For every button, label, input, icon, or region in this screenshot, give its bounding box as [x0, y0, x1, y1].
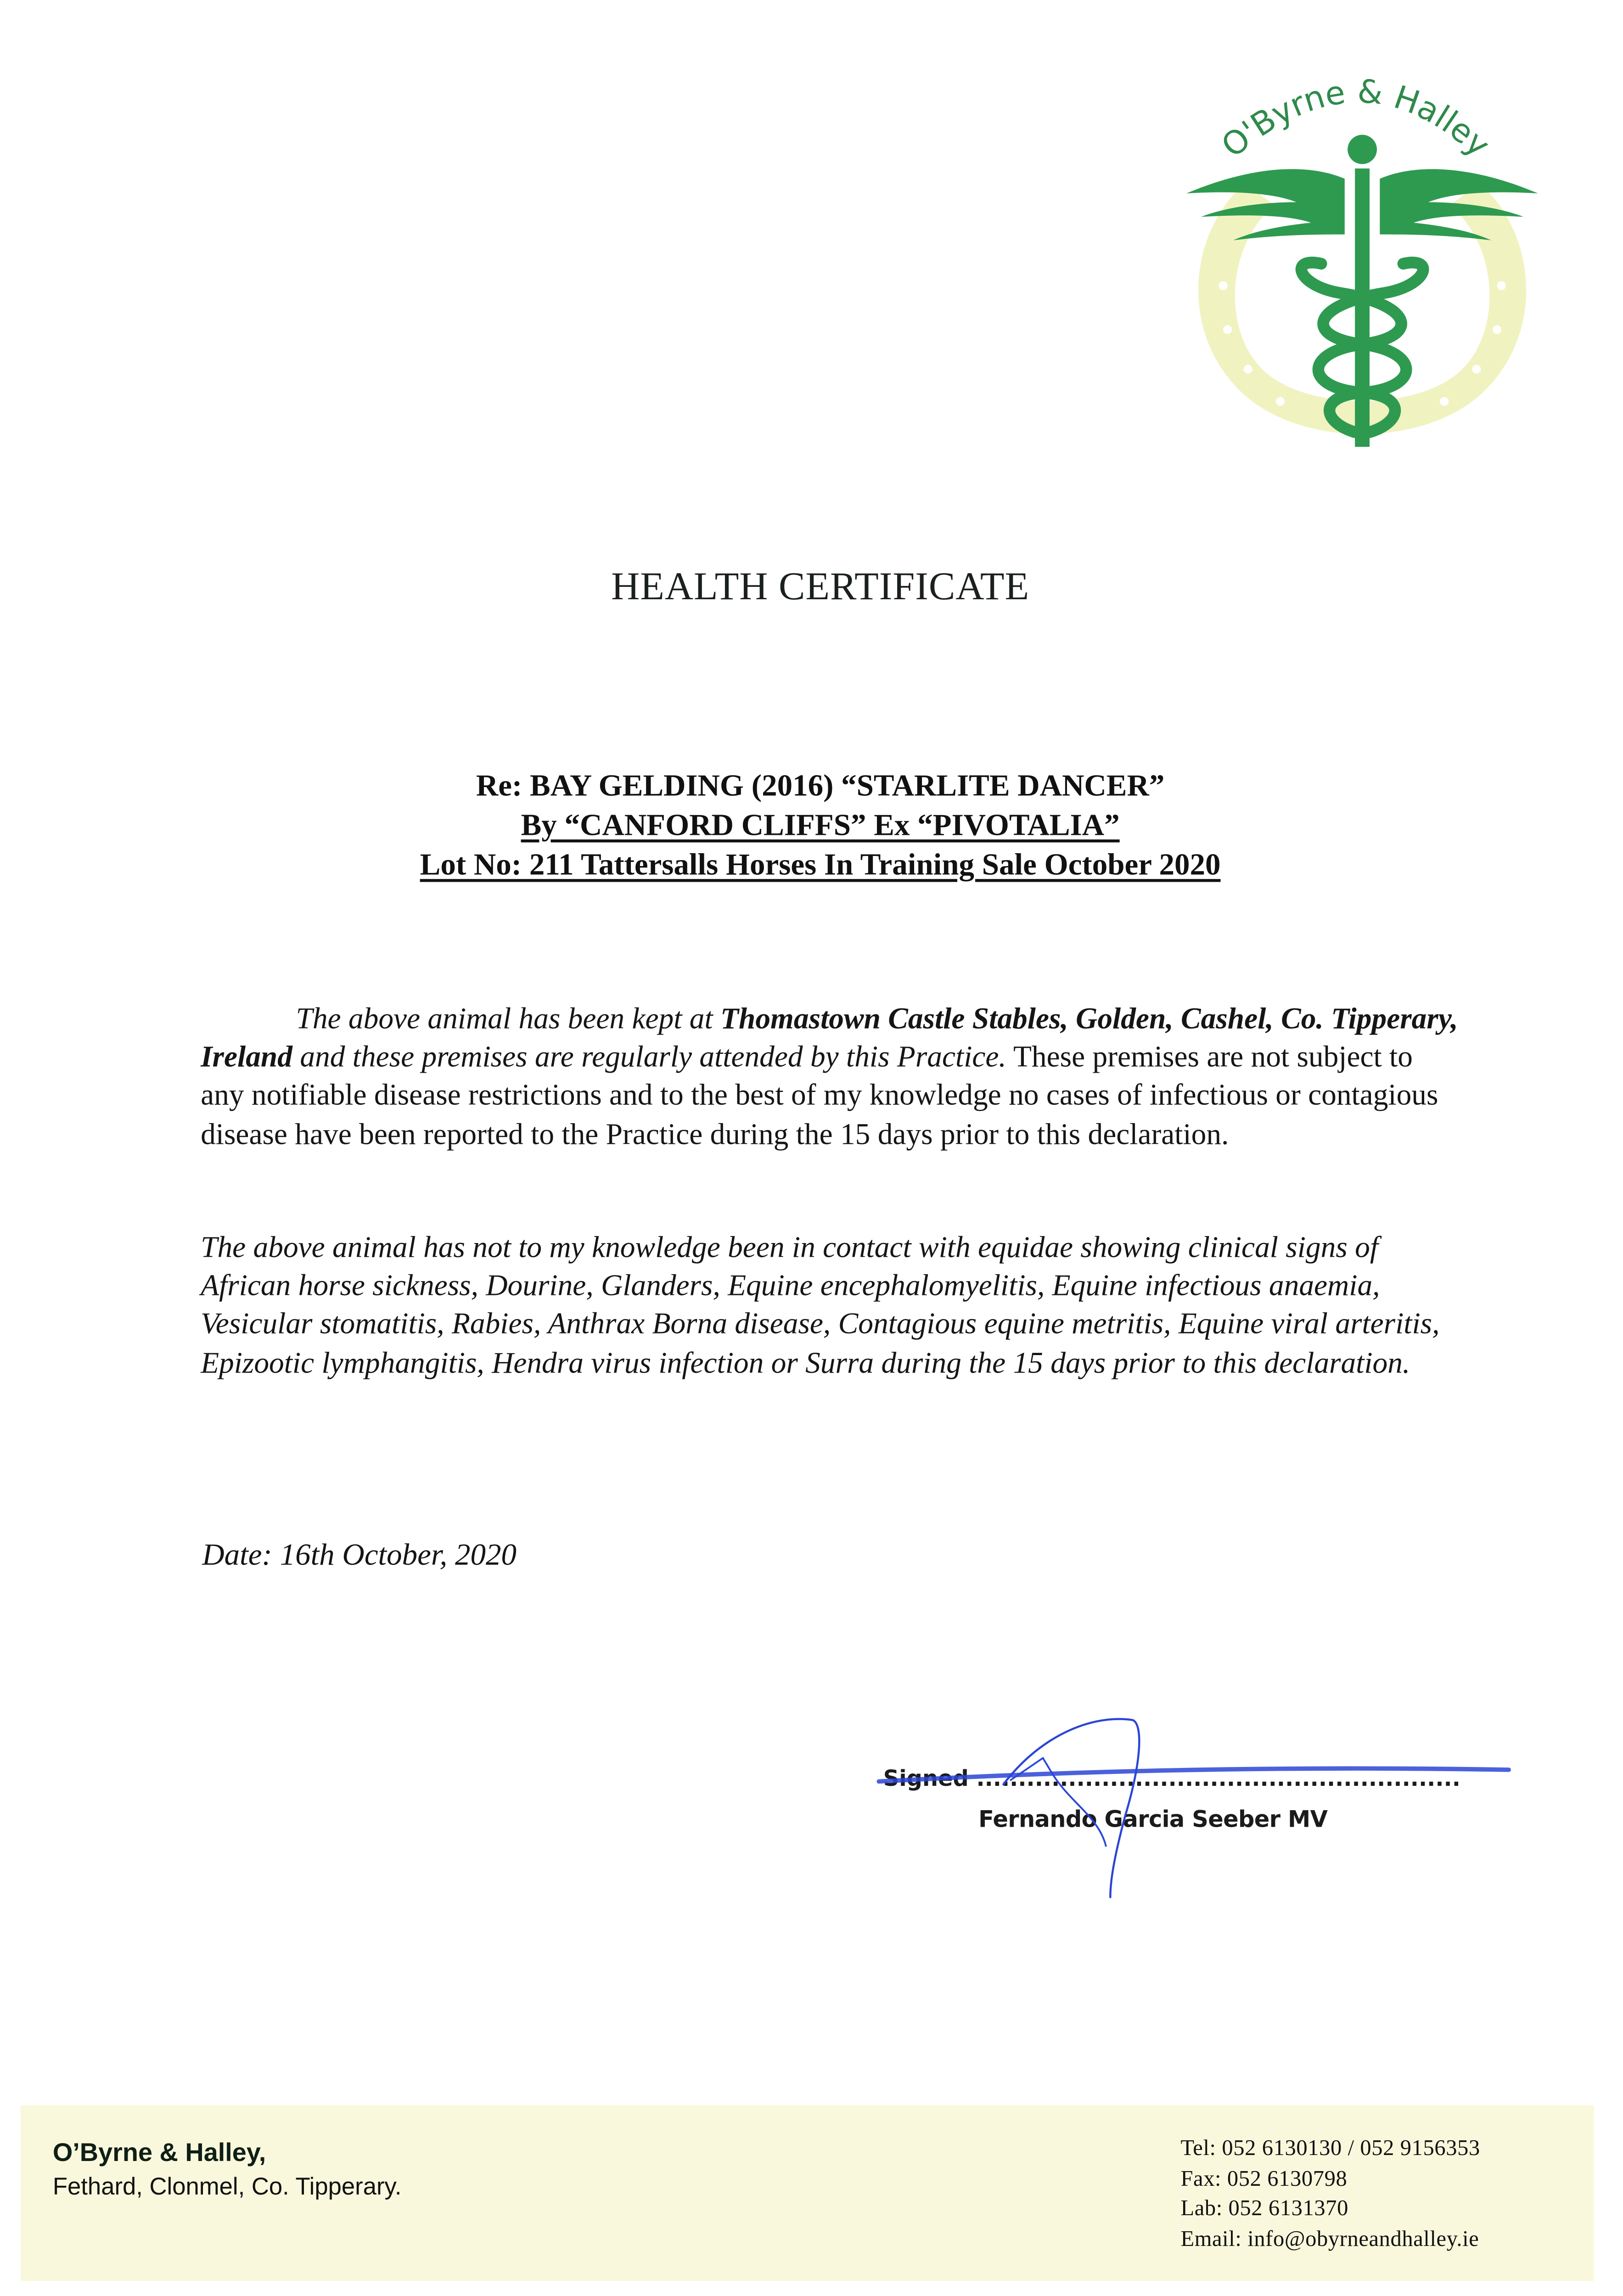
- signed-label: Signed: [883, 1765, 969, 1792]
- staff: [1355, 169, 1370, 447]
- contact-details: [1180, 2134, 1480, 2255]
- signature-dots: ..........................................................: [976, 1765, 1460, 1792]
- signature-line: [883, 1765, 1460, 1791]
- para1-intro: The above animal has been kept at: [296, 1003, 721, 1036]
- practice-address: Fethard, Clonmel, Co. Tipperary.: [52, 2174, 402, 2200]
- letterhead-footer: [21, 2105, 1594, 2281]
- horse-pedigree: [0, 807, 1623, 844]
- telephone: Tel: 052 6130130 / 052 9156353: [1180, 2136, 1480, 2161]
- fax: Fax: 052 6130798: [1180, 2166, 1348, 2191]
- handwritten-signature: [864, 1699, 1523, 1905]
- caduceus-horseshoe-icon: [1157, 44, 1567, 461]
- staff-orb: [1348, 135, 1377, 164]
- logo-brand-text: O'Byrne & Halley: [1214, 72, 1497, 165]
- email-link[interactable]: Email: info@obyrneandhalley.ie: [1180, 2226, 1479, 2251]
- lot-info-text: Lot No: 211 Tattersalls Horses In Training Sale October 2020: [420, 847, 1221, 882]
- horse-description: Re: BAY GELDING (2016) “STARLITE DANCER”: [476, 767, 1165, 803]
- premises-address: Thomastown Castle Stables, Golden, Cashel, Co. Tipperary, Ireland: [201, 1003, 1458, 1075]
- disease-contact-paragraph: The above animal has not to my knowledge been in contact with equidae showing clinical signs of African horse sickness, Dourine, Glanders, Equine encephalomyelitis, Equine infectious anaemia, Vesicular stomatitis, Rabies, Anthrax Borna disease, Contagious equine metritis, Equine viral arteritis, Epizootic lymphangitis, Hendra virus infection or Surra during the 15 days prior to this declaration.: [201, 1232, 1440, 1380]
- lab-phone: Lab: 052 6131370: [1180, 2196, 1349, 2221]
- declaration-date: Date: 16th October, 2020: [202, 1536, 517, 1572]
- horse-pedigree-text: By “CANFORD CLIFFS” Ex “PIVOTALIA”: [521, 807, 1120, 843]
- signer-name: Fernando Garcia Seeber MV: [978, 1806, 1328, 1833]
- para1-rest: These premises are not subject to any notifiable disease restrictions and to the best of my knowledge no cases of infectious or contagious disease have been reported to the Practice during the 15 days prior to this declaration.: [201, 1042, 1438, 1151]
- premises-declaration-paragraph: [201, 1001, 1460, 1154]
- practice-name: O’Byrne & Halley,: [52, 2137, 266, 2167]
- lot-info: [0, 847, 1623, 884]
- page-title: HEALTH CERTIFICATE: [611, 564, 1030, 608]
- para1-middle: and these premises are regularly attended by this Practice.: [292, 1042, 1006, 1075]
